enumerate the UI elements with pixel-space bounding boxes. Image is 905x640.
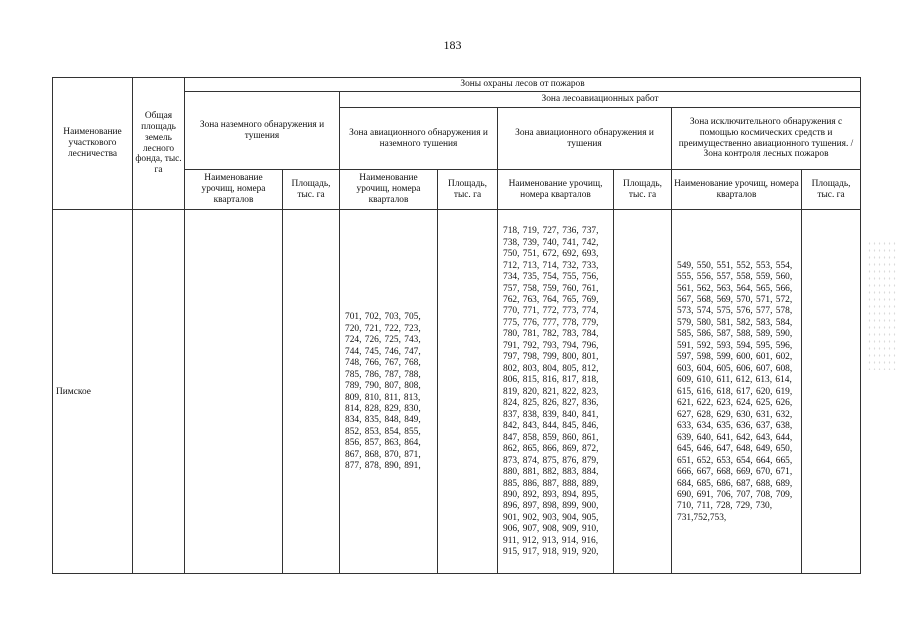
- subheader-names: Наименование урочищ, номера кварталов: [672, 170, 802, 210]
- header-space-zone: Зона исключительного обнаружения с помощью космических средств и преимущественно авиационного тушения. / Зона контроля лесных пожаров: [672, 108, 861, 170]
- subheader-area: Площадь, тыс. га: [802, 170, 861, 210]
- page-number: 183: [443, 38, 462, 52]
- subheader-area: Площадь, тыс. га: [614, 170, 672, 210]
- header-avia-ground-zone: Зона авиационного обнаружения и наземного тушения: [340, 108, 498, 170]
- avia-ground-zone-quarters: 701, 702, 703, 705, 720, 721, 722, 723, 724, 726, 725, 743, 744, 745, 746, 747, 748, 766, 767, 768, 785, 786, 787, 788, 789, 790, 807, 808, 809, 810, 811, 813, 814, 828, 829, 830, 834, 835, 848, 849, 852, 853, 854, 855, 856, 857, 863, 864, 867, 868, 870, 871, 877, 878, 890, 891,: [340, 210, 438, 574]
- avia-zone-area: [614, 210, 672, 574]
- forestry-name: Пимское: [53, 210, 133, 574]
- header-aviation-zone: Зона лесоавиационных работ: [340, 92, 861, 108]
- total-area-value: [133, 210, 185, 574]
- col-header-forestry: Наименование участкового лесничества: [53, 78, 133, 210]
- header-ground-zone: Зона наземного обнаружения и тушения: [185, 92, 340, 170]
- ground-zone-area: [283, 210, 340, 574]
- subheader-area: Площадь, тыс. га: [283, 170, 340, 210]
- ground-zone-quarters: [185, 210, 283, 574]
- subheader-names: Наименование урочищ, номера кварталов: [185, 170, 283, 210]
- space-zone-quarters: 549, 550, 551, 552, 553, 554, 555, 556, 557, 558, 559, 560, 561, 562, 563, 564, 565, 566, 567, 568, 569, 570, 571, 572, 573, 574, 575, 576, 577, 578, 579, 580, 581, 582, 583, 584, 585, 586, 587, 588, 589, 590, 591, 592, 593, 594, 595, 596, 597, 598, 599, 600, 601, 602, 603, 604, 605, 606, 607, 608, 609, 610, 611, 612, 613, 614, 615, 616, 618, 617, 620, 619, 621, 622, 623, 624, 625, 626, 627, 628, 629, 630, 631, 632, 633, 634, 635, 636, 637, 638, 639, 640, 641, 642, 643, 644, 645, 646, 647, 648, 649, 650, 651, 652, 653, 654, 664, 665, 666, 667, 668, 669, 670, 671, 684, 685, 686, 687, 688, 689, 690, 691, 706, 707, 708, 709, 710, 711, 728, 729, 730, 731,752,753,: [672, 210, 802, 574]
- fire-zones-table: [52, 77, 861, 574]
- avia-ground-zone-area: [438, 210, 498, 574]
- col-header-total-area: Общая площадь земель лесного фонда, тыс. га: [133, 78, 185, 210]
- space-zone-area: [802, 210, 861, 574]
- header-fire-zones: Зоны охраны лесов от пожаров: [185, 78, 861, 92]
- subheader-names: Наименование урочищ, номера кварталов: [498, 170, 614, 210]
- subheader-area: Площадь, тыс. га: [438, 170, 498, 210]
- scan-noise: [867, 240, 897, 370]
- avia-zone-quarters: 718, 719, 727, 736, 737, 738, 739, 740, 741, 742, 750, 751, 672, 692, 693, 712, 713, 714, 732, 733, 734, 735, 754, 755, 756, 757, 758, 759, 760, 761, 762, 763, 764, 765, 769, 770, 771, 772, 773, 774, 775, 776, 777, 778, 779, 780, 781, 782, 783, 784, 791, 792, 793, 794, 796, 797, 798, 799, 800, 801, 802, 803, 804, 805, 812, 806, 815, 816, 817, 818, 819, 820, 821, 822, 823, 824, 825, 826, 827, 836, 837, 838, 839, 840, 841, 842, 843, 844, 845, 846, 847, 858, 859, 860, 861, 862, 865, 866, 869, 872, 873, 874, 875, 876, 879, 880, 881, 882, 883, 884, 885, 886, 887, 888, 889, 890, 892, 893, 894, 895, 896, 897, 898, 899, 900, 901, 902, 903, 904, 905, 906, 907, 908, 909, 910, 911, 912, 913, 914, 916, 915, 917, 918, 919, 920,: [498, 210, 614, 574]
- header-avia-zone: Зона авиационного обнаружения и тушения: [498, 108, 672, 170]
- subheader-names: Наименование урочищ, номера кварталов: [340, 170, 438, 210]
- table-row: [53, 210, 861, 574]
